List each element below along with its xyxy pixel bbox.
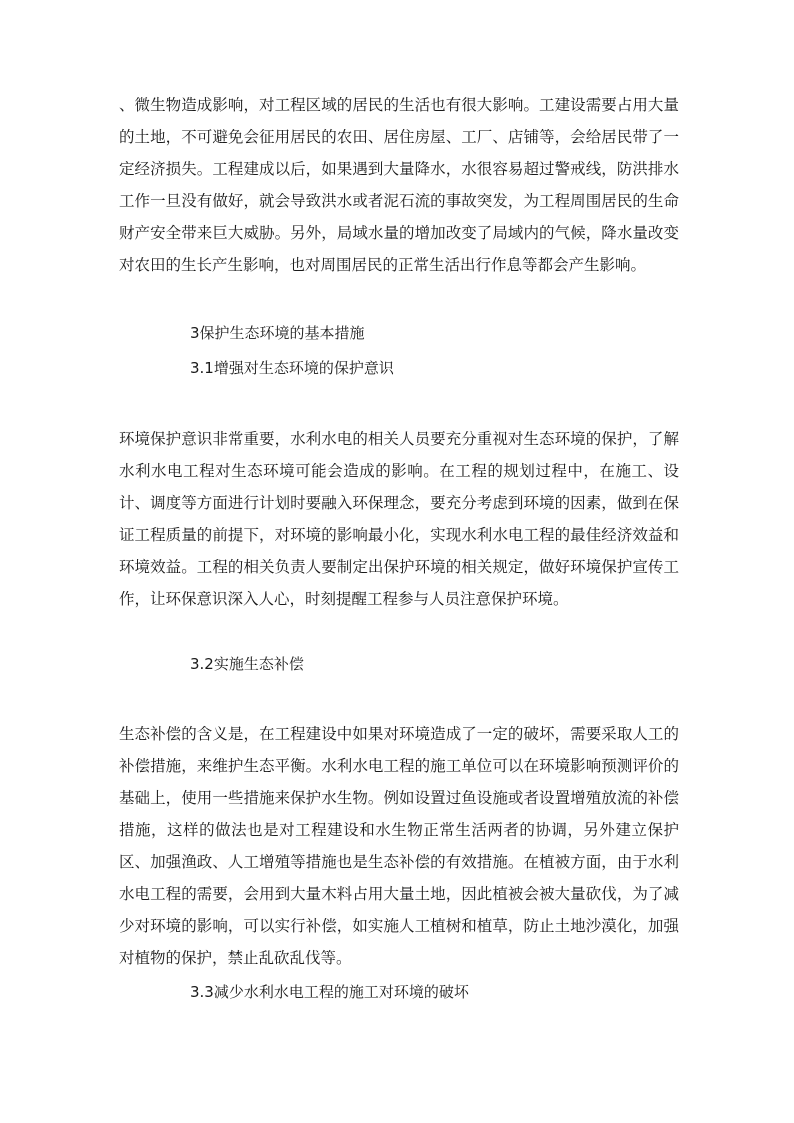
- paragraph-awareness: 环境保护意识非常重要，水利水电的相关人员要充分重视对生态环境的保护，了解水利水电工程对生态环境可能会造成的影响。在工程的规划过程中，在施工、设计、调度等方面进行计划时要融入环保理念，要充分考虑到环境的因素，做到在保证工程质量的前提下，对环境的影响最小化，实现水利水电工程的最佳经济效益和环境效益。工程的相关负责人要制定出保护环境的相关规定，做好环境保护宣传工作，让环保意识深入人心，时刻提醒工程参与人员注意保护环境。: [119, 430, 679, 608]
- paragraph-compensation: 生态补偿的含义是，在工程建设中如果对环境造成了一定的破坏，需要采取人工的补偿措施，来维护生态平衡。水利水电工程的施工单位可以在环境影响预测评价的基础上，使用一些措施来保护水生物。例如设置过鱼设施或者设置增殖放流的补偿措施，这样的做法也是对工程建设和水生物正常生活两者的协调，另外建立保护区、加强渔政、人工增殖等措施也是生态补偿的有效措施。在植被方面，由于水利水电工程的需要，会用到大量木料占用大量土地，因此植被会被大量砍伐，为了减少对环境的影响，可以实行补偿，如实施人工植树和植草，防止土地沙漠化，加强对植物的保护，禁止乱砍乱伐等。: [119, 725, 679, 967]
- section-heading-3: 3保护生态环境的基本措施: [190, 324, 365, 342]
- section-heading-3-1: 3.1增强对生态环境的保护意识: [190, 359, 394, 377]
- paragraph-impact-residents: 、微生物造成影响，对工程区域的居民的生活也有很大影响。工建设需要占用大量的土地，不可避免会征用居民的农田、居住房屋、工厂、店铺等，会给居民带了一定经济损失。工程建成以后，如果遇到大量降水，水很容易超过警戒线，防洪排水工作一旦没有做好，就会导致洪水或者泥石流的事故突发，为工程周围居民的生命财产安全带来巨大威胁。另外，局域水量的增加改变了局域内的气候，降水量改变对农田的生长产生影响，也对周围居民的正常生活出行作息等都会产生影响。: [119, 96, 679, 274]
- section-heading-3-3: 3.3减少水利水电工程的施工对环境的破坏: [190, 983, 469, 1001]
- section-heading-3-2: 3.2实施生态补偿: [190, 655, 304, 673]
